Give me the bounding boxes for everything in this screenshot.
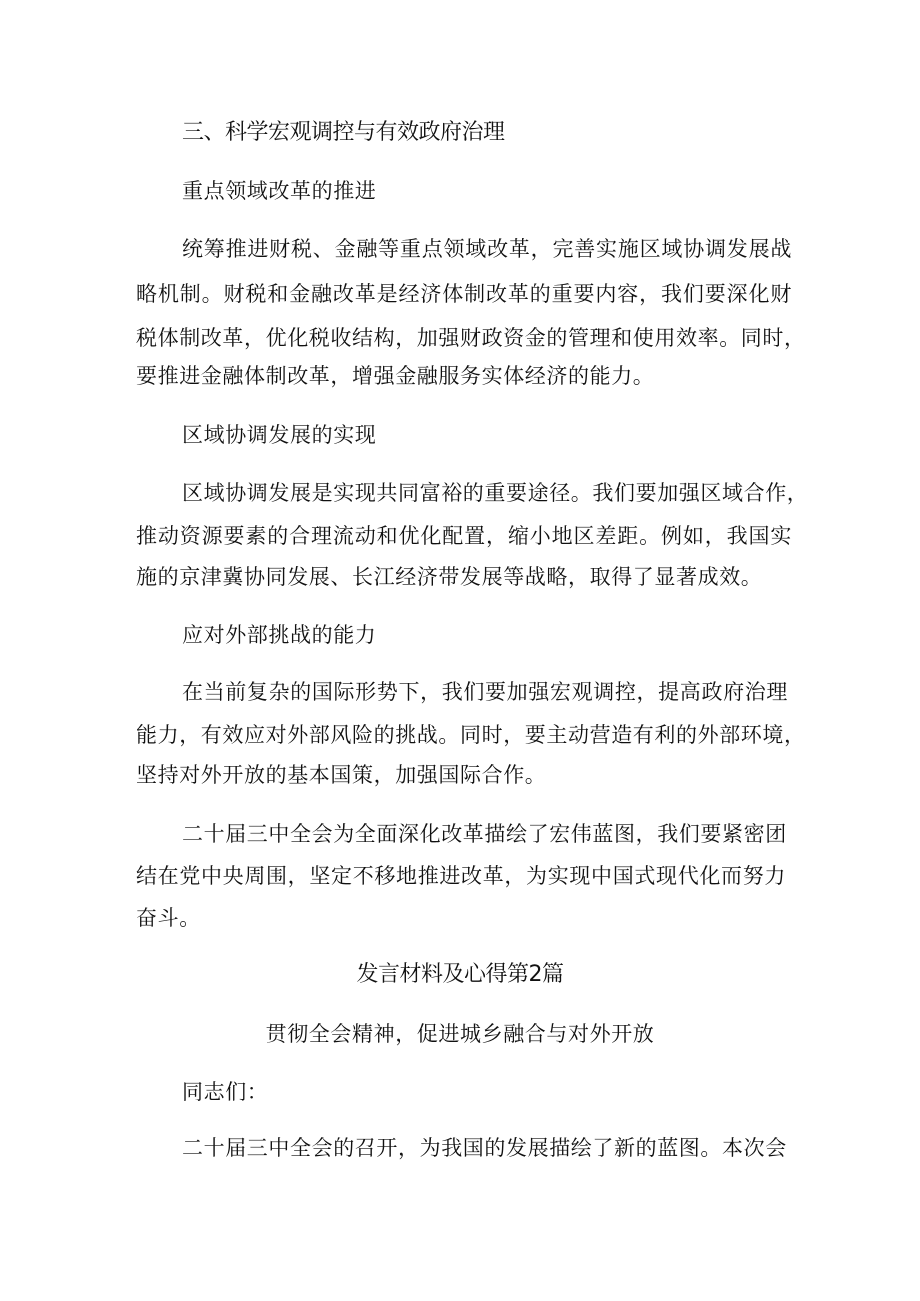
paragraph-line: 二十届三中全会的召开，为我国的发展描绘了新的蓝图。本次会 bbox=[182, 1136, 787, 1160]
article-subtitle: 贯彻全会精神，促进城乡融合与对外开放 bbox=[265, 1022, 655, 1046]
subsection-title-external: 应对外部挑战的能力 bbox=[182, 623, 377, 647]
paragraph-line: 税体制改革，优化税收结构，加强财政资金的管理和使用效率。同时， bbox=[136, 326, 806, 350]
paragraph-line: 能力，有效应对外部风险的挑战。同时，要主动营造有利的外部环境， bbox=[136, 723, 806, 747]
paragraph-line: 坚持对外开放的基本国策，加强国际合作。 bbox=[136, 763, 547, 787]
paragraph-line: 区域协调发展是实现共同富裕的重要途径。我们要加强区域合作， bbox=[182, 481, 809, 505]
subsection-title-reform: 重点领域改革的推进 bbox=[182, 179, 377, 203]
paragraph-line: 结在党中央周围，坚定不移地推进改革，为实现中国式现代化而努力 bbox=[136, 864, 786, 888]
paragraph-line: 推动资源要素的合理流动和优化配置，缩小地区差距。例如，我国实 bbox=[136, 524, 792, 548]
article-heading: 发言材料及心得第2篇 bbox=[356, 962, 564, 987]
paragraph-line: 奋斗。 bbox=[136, 906, 201, 930]
paragraph-line: 在当前复杂的国际形势下，我们要加强宏观调控，提高政府治理 bbox=[182, 680, 788, 704]
paragraph-line: 略机制。财税和金融改革是经济体制改革的重要内容，我们要深化财 bbox=[136, 282, 792, 306]
paragraph-line: 二十届三中全会为全面深化改革描绘了宏伟蓝图，我们要紧密团 bbox=[182, 822, 787, 846]
subsection-title-regional: 区域协调发展的实现 bbox=[182, 423, 377, 447]
paragraph-line: 统筹推进财税、金融等重点领域改革，完善实施区域协调发展战 bbox=[182, 237, 792, 261]
paragraph-line: 施的京津冀协同发展、长江经济带发展等战略，取得了显著成效。 bbox=[136, 565, 763, 589]
section-heading: 三、科学宏观调控与有效政府治理 bbox=[182, 120, 505, 145]
salutation: 同志们： bbox=[182, 1080, 269, 1104]
paragraph-line: 要推进金融体制改革，增强金融服务实体经济的能力。 bbox=[136, 364, 655, 388]
